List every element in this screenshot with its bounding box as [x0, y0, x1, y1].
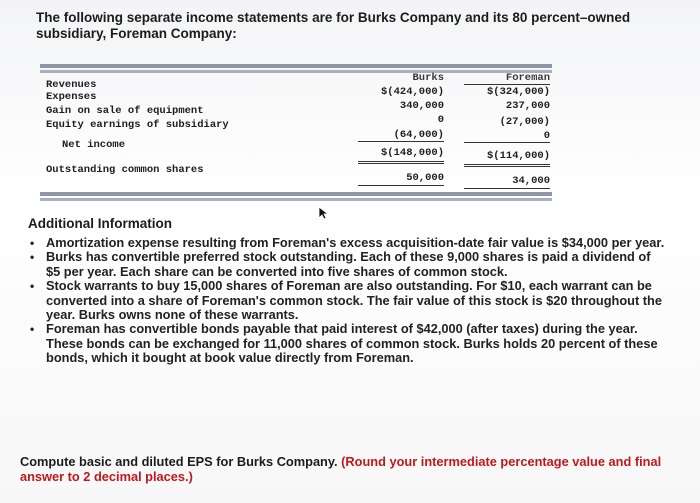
question-prompt — [20, 454, 680, 484]
bullet-text: Amortization expense resulting from Foreman's excess acquisition-date fair value is $34,000 per year. — [46, 235, 665, 250]
foreman-subtotal-underline — [464, 142, 550, 143]
list-item — [28, 322, 668, 365]
bottom-rule — [40, 192, 552, 196]
row-label-equity-earnings: Equity earnings of subsidiary — [46, 119, 229, 131]
additional-info-list — [28, 236, 668, 366]
foreman-shares-underline — [464, 188, 550, 189]
burks-net-income-double-rule — [358, 161, 444, 164]
top-rule — [40, 64, 552, 68]
list-item — [28, 279, 668, 322]
bullet-text: Foreman has convertible bonds payable that paid interest of $42,000 (after taxes) during the year. These bonds can be exchanged for 11,000 shares of common stock. Burks holds 20 percent of these bonds, which it bought at book value directly from Foreman. — [46, 321, 658, 366]
column-header-burks: Burks — [412, 72, 444, 84]
foreman-outstanding-shares: 34,000 — [512, 175, 550, 187]
foreman-expenses: 237,000 — [505, 100, 550, 112]
burks-equity-earnings: (64,000) — [393, 129, 444, 141]
intro-text: The following separate income statements are for Burks Company and its 80 percent–owned subsidiary, Foreman Company: — [36, 10, 631, 41]
burks-revenues: $(424,000) — [380, 86, 444, 98]
row-label-revenues: Revenues — [46, 79, 97, 91]
foreman-equity-earnings: 0 — [543, 130, 550, 142]
bullet-icon: • — [30, 279, 35, 294]
burks-net-income: $(148,000) — [380, 147, 444, 159]
foreman-net-income: $(114,000) — [486, 150, 550, 162]
column-header-foreman: Foreman — [505, 72, 550, 84]
foreman-revenues: $(324,000) — [486, 86, 550, 98]
burks-shares-underline — [358, 185, 444, 186]
additional-info-heading: Additional Information — [28, 216, 172, 231]
bullet-text: Burks has convertible preferred stock outstanding. Each of these 9,000 shares is paid a dividend of $5 per year. Each share can be converted into five shares of common stock. — [46, 249, 651, 279]
row-label-expenses: Expenses — [46, 91, 97, 103]
foreman-header-underline — [464, 84, 550, 85]
list-item — [28, 250, 668, 279]
bullet-text: Stock warrants to buy 15,000 shares of Foreman are also outstanding. For $10, each warrant can be converted into a share of Foreman's common stock. The fair value of this stock is $20 throughout the year. Burks owns none of these warrants. — [46, 278, 662, 323]
rounding-note: (Round your intermediate percentage value and final answer to 2 decimal places.) — [20, 454, 662, 484]
mouse-cursor-icon — [318, 206, 330, 220]
foreman-gain-on-sale: (27,000) — [499, 116, 550, 128]
bullet-icon: • — [30, 250, 35, 265]
row-label-gain-on-sale: Gain on sale of equipment — [46, 105, 204, 117]
row-label-outstanding-shares: Outstanding common shares — [46, 164, 204, 176]
burks-subtotal-underline — [358, 141, 444, 142]
burks-expenses: 340,000 — [399, 100, 444, 112]
foreman-net-income-double-rule — [464, 164, 550, 167]
burks-gain-on-sale: 0 — [437, 114, 444, 126]
burks-outstanding-shares: 50,000 — [406, 172, 444, 184]
row-label-net-income: Net income — [62, 139, 126, 151]
bottom-rule-secondary — [40, 198, 552, 201]
bullet-icon: • — [30, 236, 35, 250]
bullet-icon: • — [30, 322, 35, 337]
list-item — [28, 236, 668, 250]
prompt-text: Compute basic and diluted EPS for Burks Company. — [20, 454, 338, 469]
income-statement-table — [40, 64, 552, 204]
